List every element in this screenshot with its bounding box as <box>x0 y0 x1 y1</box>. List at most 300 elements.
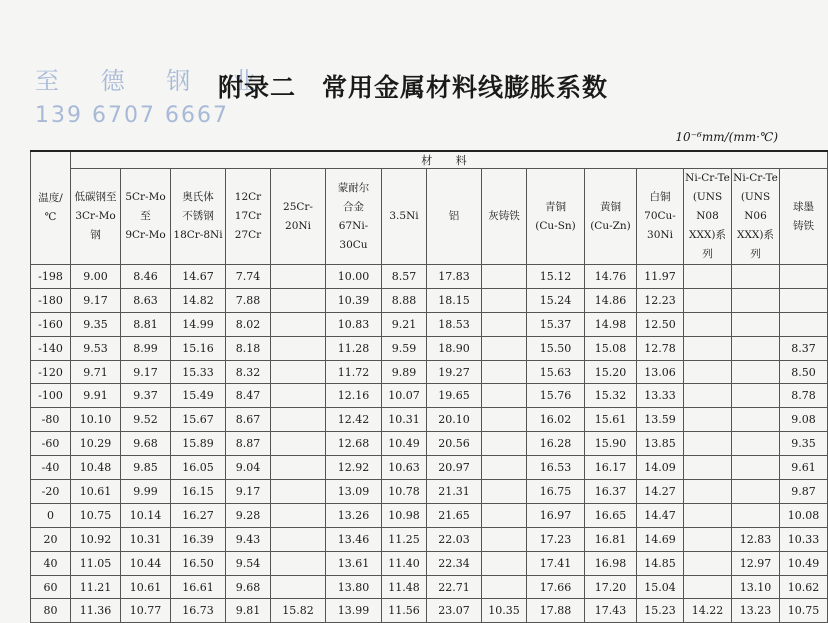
value-cell: 11.28 <box>326 336 382 360</box>
column-header-line: (Cu-Sn) <box>535 219 576 232</box>
value-cell <box>271 432 326 456</box>
value-cell: 9.17 <box>121 360 171 384</box>
value-cell: 13.10 <box>732 575 780 599</box>
value-cell: 16.02 <box>527 408 585 432</box>
value-cell: 10.49 <box>382 432 427 456</box>
column-header <box>271 169 326 265</box>
value-cell: 12.92 <box>326 456 382 480</box>
value-cell: 13.46 <box>326 527 382 551</box>
value-cell: 9.85 <box>121 456 171 480</box>
column-header-line: (Cu-Zn) <box>590 219 631 232</box>
value-cell <box>271 360 326 384</box>
value-cell: 15.04 <box>637 575 684 599</box>
value-cell: 8.02 <box>226 312 271 336</box>
value-cell: 14.86 <box>585 288 637 312</box>
column-header-line: (UNS N08 <box>692 191 723 222</box>
value-cell: 15.89 <box>171 432 226 456</box>
column-header-line: Ni-Cr-Te <box>685 172 730 184</box>
value-cell: 8.18 <box>226 336 271 360</box>
value-cell <box>732 265 780 289</box>
value-cell: 15.32 <box>585 384 637 408</box>
expansion-table <box>30 150 828 623</box>
value-cell: 16.05 <box>171 456 226 480</box>
value-cell: 13.85 <box>637 432 684 456</box>
value-cell: 8.67 <box>226 408 271 432</box>
value-cell: 9.89 <box>382 360 427 384</box>
column-header <box>171 169 226 265</box>
value-cell <box>271 575 326 599</box>
value-cell: 14.85 <box>637 551 684 575</box>
value-cell: 8.88 <box>382 288 427 312</box>
value-cell <box>780 288 828 312</box>
value-cell: 10.10 <box>71 408 121 432</box>
value-cell: 8.57 <box>382 265 427 289</box>
value-cell: 16.28 <box>527 432 585 456</box>
value-cell: 15.67 <box>171 408 226 432</box>
column-header <box>71 169 121 265</box>
table-row <box>31 527 828 551</box>
value-cell: 16.53 <box>527 456 585 480</box>
temperature-cell: -60 <box>31 432 71 456</box>
value-cell: 16.39 <box>171 527 226 551</box>
value-cell <box>684 551 732 575</box>
value-cell <box>271 336 326 360</box>
value-cell: 9.59 <box>382 336 427 360</box>
value-cell: 11.97 <box>637 265 684 289</box>
value-cell: 14.09 <box>637 456 684 480</box>
value-cell: 9.35 <box>71 312 121 336</box>
value-cell <box>482 432 527 456</box>
value-cell: 9.35 <box>780 432 828 456</box>
value-cell: 9.37 <box>121 384 171 408</box>
value-cell: 9.71 <box>71 360 121 384</box>
value-cell: 14.67 <box>171 265 226 289</box>
value-cell: 15.50 <box>527 336 585 360</box>
column-header-line: 铸铁 <box>793 219 814 232</box>
value-cell <box>684 503 732 527</box>
value-cell: 15.12 <box>527 265 585 289</box>
value-cell: 22.71 <box>427 575 482 599</box>
value-cell: 10.35 <box>482 599 527 623</box>
temperature-cell: -80 <box>31 408 71 432</box>
value-cell: 10.61 <box>121 575 171 599</box>
value-cell <box>482 336 527 360</box>
value-cell: 8.78 <box>780 384 828 408</box>
value-cell: 9.81 <box>226 599 271 623</box>
temperature-header <box>31 151 71 265</box>
value-cell: 12.68 <box>326 432 382 456</box>
value-cell: 10.14 <box>121 503 171 527</box>
table-row <box>31 480 828 504</box>
value-cell: 10.75 <box>780 599 828 623</box>
watermark-phone: 139 6707 6667 <box>35 103 229 128</box>
value-cell: 9.61 <box>780 456 828 480</box>
value-cell: 13.06 <box>637 360 684 384</box>
column-header <box>637 169 684 265</box>
value-cell <box>732 456 780 480</box>
value-cell <box>271 384 326 408</box>
value-cell <box>684 336 732 360</box>
value-cell: 9.17 <box>71 288 121 312</box>
value-cell: 16.15 <box>171 480 226 504</box>
value-cell: 10.48 <box>71 456 121 480</box>
temperature-header-line1: 温度/ <box>38 192 63 204</box>
value-cell: 14.99 <box>171 312 226 336</box>
column-header-line: 67Ni-30Cu <box>338 219 369 251</box>
value-cell: 9.00 <box>71 265 121 289</box>
value-cell: 14.98 <box>585 312 637 336</box>
value-cell: 7.74 <box>226 265 271 289</box>
value-cell <box>271 288 326 312</box>
value-cell <box>684 527 732 551</box>
value-cell: 10.98 <box>382 503 427 527</box>
value-cell: 13.99 <box>326 599 382 623</box>
value-cell: 10.00 <box>326 265 382 289</box>
value-cell: 16.81 <box>585 527 637 551</box>
value-cell <box>732 312 780 336</box>
value-cell: 11.36 <box>71 599 121 623</box>
column-header-line: 青铜 <box>545 200 566 213</box>
table-row <box>31 265 828 289</box>
column-header <box>527 169 585 265</box>
value-cell: 18.90 <box>427 336 482 360</box>
value-cell <box>482 480 527 504</box>
value-cell: 9.68 <box>226 575 271 599</box>
value-cell <box>732 408 780 432</box>
value-cell: 16.73 <box>171 599 226 623</box>
value-cell <box>271 551 326 575</box>
value-cell <box>684 480 732 504</box>
temperature-header-line2: ℃ <box>44 211 57 223</box>
value-cell: 9.54 <box>226 551 271 575</box>
table-body <box>31 265 828 623</box>
table-row <box>31 599 828 623</box>
value-cell: 15.63 <box>527 360 585 384</box>
value-cell: 15.82 <box>271 599 326 623</box>
value-cell: 11.05 <box>71 551 121 575</box>
value-cell <box>271 312 326 336</box>
temperature-cell: -198 <box>31 265 71 289</box>
value-cell <box>732 384 780 408</box>
value-cell: 15.33 <box>171 360 226 384</box>
value-cell <box>732 336 780 360</box>
value-cell: 20.56 <box>427 432 482 456</box>
value-cell: 13.23 <box>732 599 780 623</box>
value-cell <box>732 432 780 456</box>
value-cell: 15.23 <box>637 599 684 623</box>
unit-label: 10⁻⁶mm/(mm·℃) <box>675 130 778 144</box>
value-cell: 10.75 <box>71 503 121 527</box>
temperature-cell: -180 <box>31 288 71 312</box>
value-cell: 12.83 <box>732 527 780 551</box>
table-row <box>31 384 828 408</box>
value-cell: 9.52 <box>121 408 171 432</box>
value-cell: 13.80 <box>326 575 382 599</box>
value-cell: 13.09 <box>326 480 382 504</box>
value-cell: 11.72 <box>326 360 382 384</box>
column-header-row <box>31 169 828 265</box>
value-cell <box>271 408 326 432</box>
column-header-line: 蒙耐尔 <box>337 181 370 194</box>
column-header-line: 27Cr <box>234 229 262 241</box>
value-cell: 11.25 <box>382 527 427 551</box>
value-cell: 8.81 <box>121 312 171 336</box>
value-cell: 10.31 <box>121 527 171 551</box>
value-cell: 10.63 <box>382 456 427 480</box>
column-header-line: 低碳钢至 <box>74 191 117 203</box>
value-cell: 8.37 <box>780 336 828 360</box>
value-cell: 14.69 <box>637 527 684 551</box>
column-header-line: 5Cr-Mo至 <box>125 191 166 222</box>
temperature-cell: 80 <box>31 599 71 623</box>
value-cell: 9.17 <box>226 480 271 504</box>
value-cell: 9.87 <box>780 480 828 504</box>
value-cell: 10.49 <box>780 551 828 575</box>
column-header-line: 3Cr-Mo钢 <box>75 210 116 241</box>
value-cell: 9.68 <box>121 432 171 456</box>
value-cell: 17.88 <box>527 599 585 623</box>
value-cell: 8.63 <box>121 288 171 312</box>
value-cell: 12.97 <box>732 551 780 575</box>
column-header-line: Ni-Cr-Te <box>733 172 778 184</box>
value-cell: 12.78 <box>637 336 684 360</box>
value-cell: 12.23 <box>637 288 684 312</box>
value-cell: 15.20 <box>585 360 637 384</box>
value-cell: 15.76 <box>527 384 585 408</box>
column-header-line: 70Cu-30Ni <box>644 210 676 241</box>
temperature-cell: 20 <box>31 527 71 551</box>
value-cell: 14.22 <box>684 599 732 623</box>
value-cell <box>482 503 527 527</box>
column-header-line: 18Cr-8Ni <box>173 229 223 241</box>
temperature-cell: -100 <box>31 384 71 408</box>
value-cell: 12.16 <box>326 384 382 408</box>
table-row <box>31 360 828 384</box>
value-cell: 10.77 <box>121 599 171 623</box>
value-cell: 14.47 <box>637 503 684 527</box>
value-cell: 17.41 <box>527 551 585 575</box>
value-cell: 20.97 <box>427 456 482 480</box>
value-cell <box>271 527 326 551</box>
column-header-line: XXX)系列 <box>688 229 727 260</box>
value-cell: 10.29 <box>71 432 121 456</box>
column-header-line: 17Cr <box>234 210 262 222</box>
value-cell: 9.43 <box>226 527 271 551</box>
value-cell: 13.59 <box>637 408 684 432</box>
value-cell <box>482 575 527 599</box>
column-header <box>780 169 828 265</box>
value-cell: 23.07 <box>427 599 482 623</box>
value-cell: 9.91 <box>71 384 121 408</box>
value-cell <box>780 265 828 289</box>
value-cell: 15.08 <box>585 336 637 360</box>
value-cell: 17.23 <box>527 527 585 551</box>
value-cell: 11.40 <box>382 551 427 575</box>
value-cell: 15.37 <box>527 312 585 336</box>
value-cell: 17.83 <box>427 265 482 289</box>
value-cell <box>684 265 732 289</box>
value-cell: 15.49 <box>171 384 226 408</box>
table-row <box>31 312 828 336</box>
value-cell: 19.27 <box>427 360 482 384</box>
value-cell <box>684 312 732 336</box>
value-cell <box>482 360 527 384</box>
value-cell: 21.31 <box>427 480 482 504</box>
value-cell: 9.04 <box>226 456 271 480</box>
value-cell: 16.37 <box>585 480 637 504</box>
value-cell: 15.90 <box>585 432 637 456</box>
column-header <box>427 169 482 265</box>
temperature-cell: -160 <box>31 312 71 336</box>
value-cell <box>271 480 326 504</box>
temperature-cell: -120 <box>31 360 71 384</box>
value-cell: 14.82 <box>171 288 226 312</box>
value-cell: 12.50 <box>637 312 684 336</box>
value-cell: 17.66 <box>527 575 585 599</box>
value-cell <box>684 432 732 456</box>
value-cell: 8.46 <box>121 265 171 289</box>
column-header <box>585 169 637 265</box>
value-cell: 8.50 <box>780 360 828 384</box>
value-cell: 15.61 <box>585 408 637 432</box>
value-cell: 8.87 <box>226 432 271 456</box>
value-cell: 10.31 <box>382 408 427 432</box>
value-cell <box>684 575 732 599</box>
value-cell: 22.03 <box>427 527 482 551</box>
value-cell: 13.33 <box>637 384 684 408</box>
value-cell: 16.75 <box>527 480 585 504</box>
temperature-cell: -140 <box>31 336 71 360</box>
value-cell: 11.56 <box>382 599 427 623</box>
value-cell: 10.62 <box>780 575 828 599</box>
temperature-cell: 40 <box>31 551 71 575</box>
value-cell <box>684 384 732 408</box>
value-cell: 22.34 <box>427 551 482 575</box>
value-cell <box>780 312 828 336</box>
table-row <box>31 575 828 599</box>
value-cell: 16.97 <box>527 503 585 527</box>
value-cell: 10.78 <box>382 480 427 504</box>
value-cell <box>271 503 326 527</box>
value-cell <box>732 360 780 384</box>
column-header-line: XXX)系列 <box>736 229 775 260</box>
column-header <box>684 169 732 265</box>
value-cell <box>271 456 326 480</box>
value-cell: 15.16 <box>171 336 226 360</box>
value-cell: 16.27 <box>171 503 226 527</box>
value-cell: 19.65 <box>427 384 482 408</box>
table-row <box>31 456 828 480</box>
column-header-line: 黄铜 <box>600 200 621 213</box>
materials-group-header: 材 料 <box>71 151 828 169</box>
column-header-line: 灰铸铁 <box>488 210 520 222</box>
value-cell: 10.83 <box>326 312 382 336</box>
value-cell: 9.28 <box>226 503 271 527</box>
value-cell: 10.07 <box>382 384 427 408</box>
column-header-line: 奥氏体 <box>182 191 214 203</box>
table-row <box>31 432 828 456</box>
table-row <box>31 288 828 312</box>
value-cell <box>732 503 780 527</box>
value-cell: 16.50 <box>171 551 226 575</box>
table-row <box>31 336 828 360</box>
value-cell: 9.53 <box>71 336 121 360</box>
value-cell: 10.08 <box>780 503 828 527</box>
value-cell: 13.61 <box>326 551 382 575</box>
value-cell: 11.48 <box>382 575 427 599</box>
column-header-line: 合金 <box>343 200 364 213</box>
value-cell: 9.21 <box>382 312 427 336</box>
table-row <box>31 551 828 575</box>
value-cell <box>482 408 527 432</box>
temperature-cell: 60 <box>31 575 71 599</box>
value-cell <box>684 360 732 384</box>
value-cell <box>482 312 527 336</box>
value-cell: 18.15 <box>427 288 482 312</box>
value-cell: 13.26 <box>326 503 382 527</box>
value-cell: 18.53 <box>427 312 482 336</box>
watermark-company: 至 德 钢 业 <box>35 67 273 95</box>
value-cell: 9.08 <box>780 408 828 432</box>
value-cell: 7.88 <box>226 288 271 312</box>
column-header-line: (UNS N06 <box>740 191 771 222</box>
value-cell: 8.99 <box>121 336 171 360</box>
value-cell: 16.17 <box>585 456 637 480</box>
value-cell: 15.24 <box>527 288 585 312</box>
column-header <box>121 169 171 265</box>
column-header <box>226 169 271 265</box>
value-cell <box>482 456 527 480</box>
value-cell: 17.43 <box>585 599 637 623</box>
value-cell: 9.99 <box>121 480 171 504</box>
value-cell: 10.61 <box>71 480 121 504</box>
column-header-line: 3.5Ni <box>389 210 419 222</box>
value-cell: 16.61 <box>171 575 226 599</box>
column-header-line: 9Cr-Mo <box>125 229 166 241</box>
value-cell <box>482 384 527 408</box>
table-row <box>31 503 828 527</box>
value-cell: 16.65 <box>585 503 637 527</box>
value-cell <box>482 527 527 551</box>
value-cell: 10.44 <box>121 551 171 575</box>
temperature-cell: 0 <box>31 503 71 527</box>
column-header-line: 不锈钢 <box>182 210 214 222</box>
column-header-line: 25Cr-20Ni <box>283 200 313 232</box>
value-cell: 21.65 <box>427 503 482 527</box>
value-cell: 12.42 <box>326 408 382 432</box>
column-header-line: 白铜 <box>649 191 671 203</box>
value-cell: 10.39 <box>326 288 382 312</box>
value-cell <box>732 288 780 312</box>
value-cell: 17.20 <box>585 575 637 599</box>
column-header-line: 12Cr <box>234 191 262 203</box>
table-row <box>31 408 828 432</box>
value-cell <box>732 480 780 504</box>
value-cell <box>482 265 527 289</box>
value-cell <box>482 288 527 312</box>
value-cell <box>271 265 326 289</box>
value-cell: 8.32 <box>226 360 271 384</box>
value-cell: 14.76 <box>585 265 637 289</box>
column-header <box>382 169 427 265</box>
value-cell: 10.92 <box>71 527 121 551</box>
temperature-cell: -20 <box>31 480 71 504</box>
value-cell <box>482 551 527 575</box>
page-title: 附录二 常用金属材料线膨胀系数 <box>218 73 609 102</box>
value-cell <box>684 408 732 432</box>
value-cell <box>684 456 732 480</box>
value-cell <box>684 288 732 312</box>
